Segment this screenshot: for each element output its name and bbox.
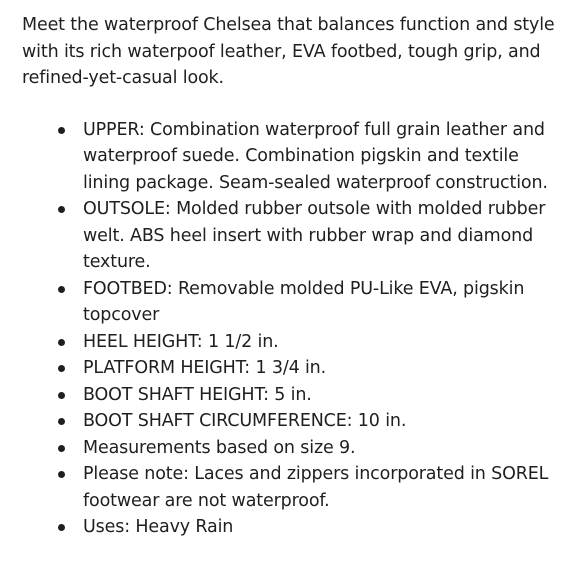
feature-item-footbed: FOOTBED: Removable molded PU-Like EVA, pigskin topcover: [83, 276, 558, 329]
feature-item-shaft-height: BOOT SHAFT HEIGHT: 5 in.: [83, 382, 558, 409]
feature-item-platform-height: PLATFORM HEIGHT: 1 3/4 in.: [83, 355, 558, 382]
feature-list: [22, 117, 558, 541]
feature-item-measurements-note: Measurements based on size 9.: [83, 435, 558, 462]
feature-item-shaft-circumference: BOOT SHAFT CIRCUMFERENCE: 10 in.: [83, 408, 558, 435]
feature-item-uses: Uses: Heavy Rain: [83, 514, 558, 541]
intro-paragraph: Meet the waterproof Chelsea that balances function and style with its rich waterpoof leather, EVA footbed, tough grip, and refined-yet-casual look.: [22, 15, 555, 88]
feature-item-upper: UPPER: Combination waterproof full grain leather and waterproof suede. Combination pigskin and textile lining package. Seam-sealed waterproof construction.: [83, 117, 558, 197]
feature-item-waterproof-note: Please note: Laces and zippers incorporated in SOREL footwear are not waterproof.: [83, 461, 558, 514]
feature-item-outsole: OUTSOLE: Molded rubber outsole with molded rubber welt. ABS heel insert with rubber wrap and diamond texture.: [83, 196, 558, 276]
feature-item-heel-height: HEEL HEIGHT: 1 1/2 in.: [83, 329, 558, 356]
